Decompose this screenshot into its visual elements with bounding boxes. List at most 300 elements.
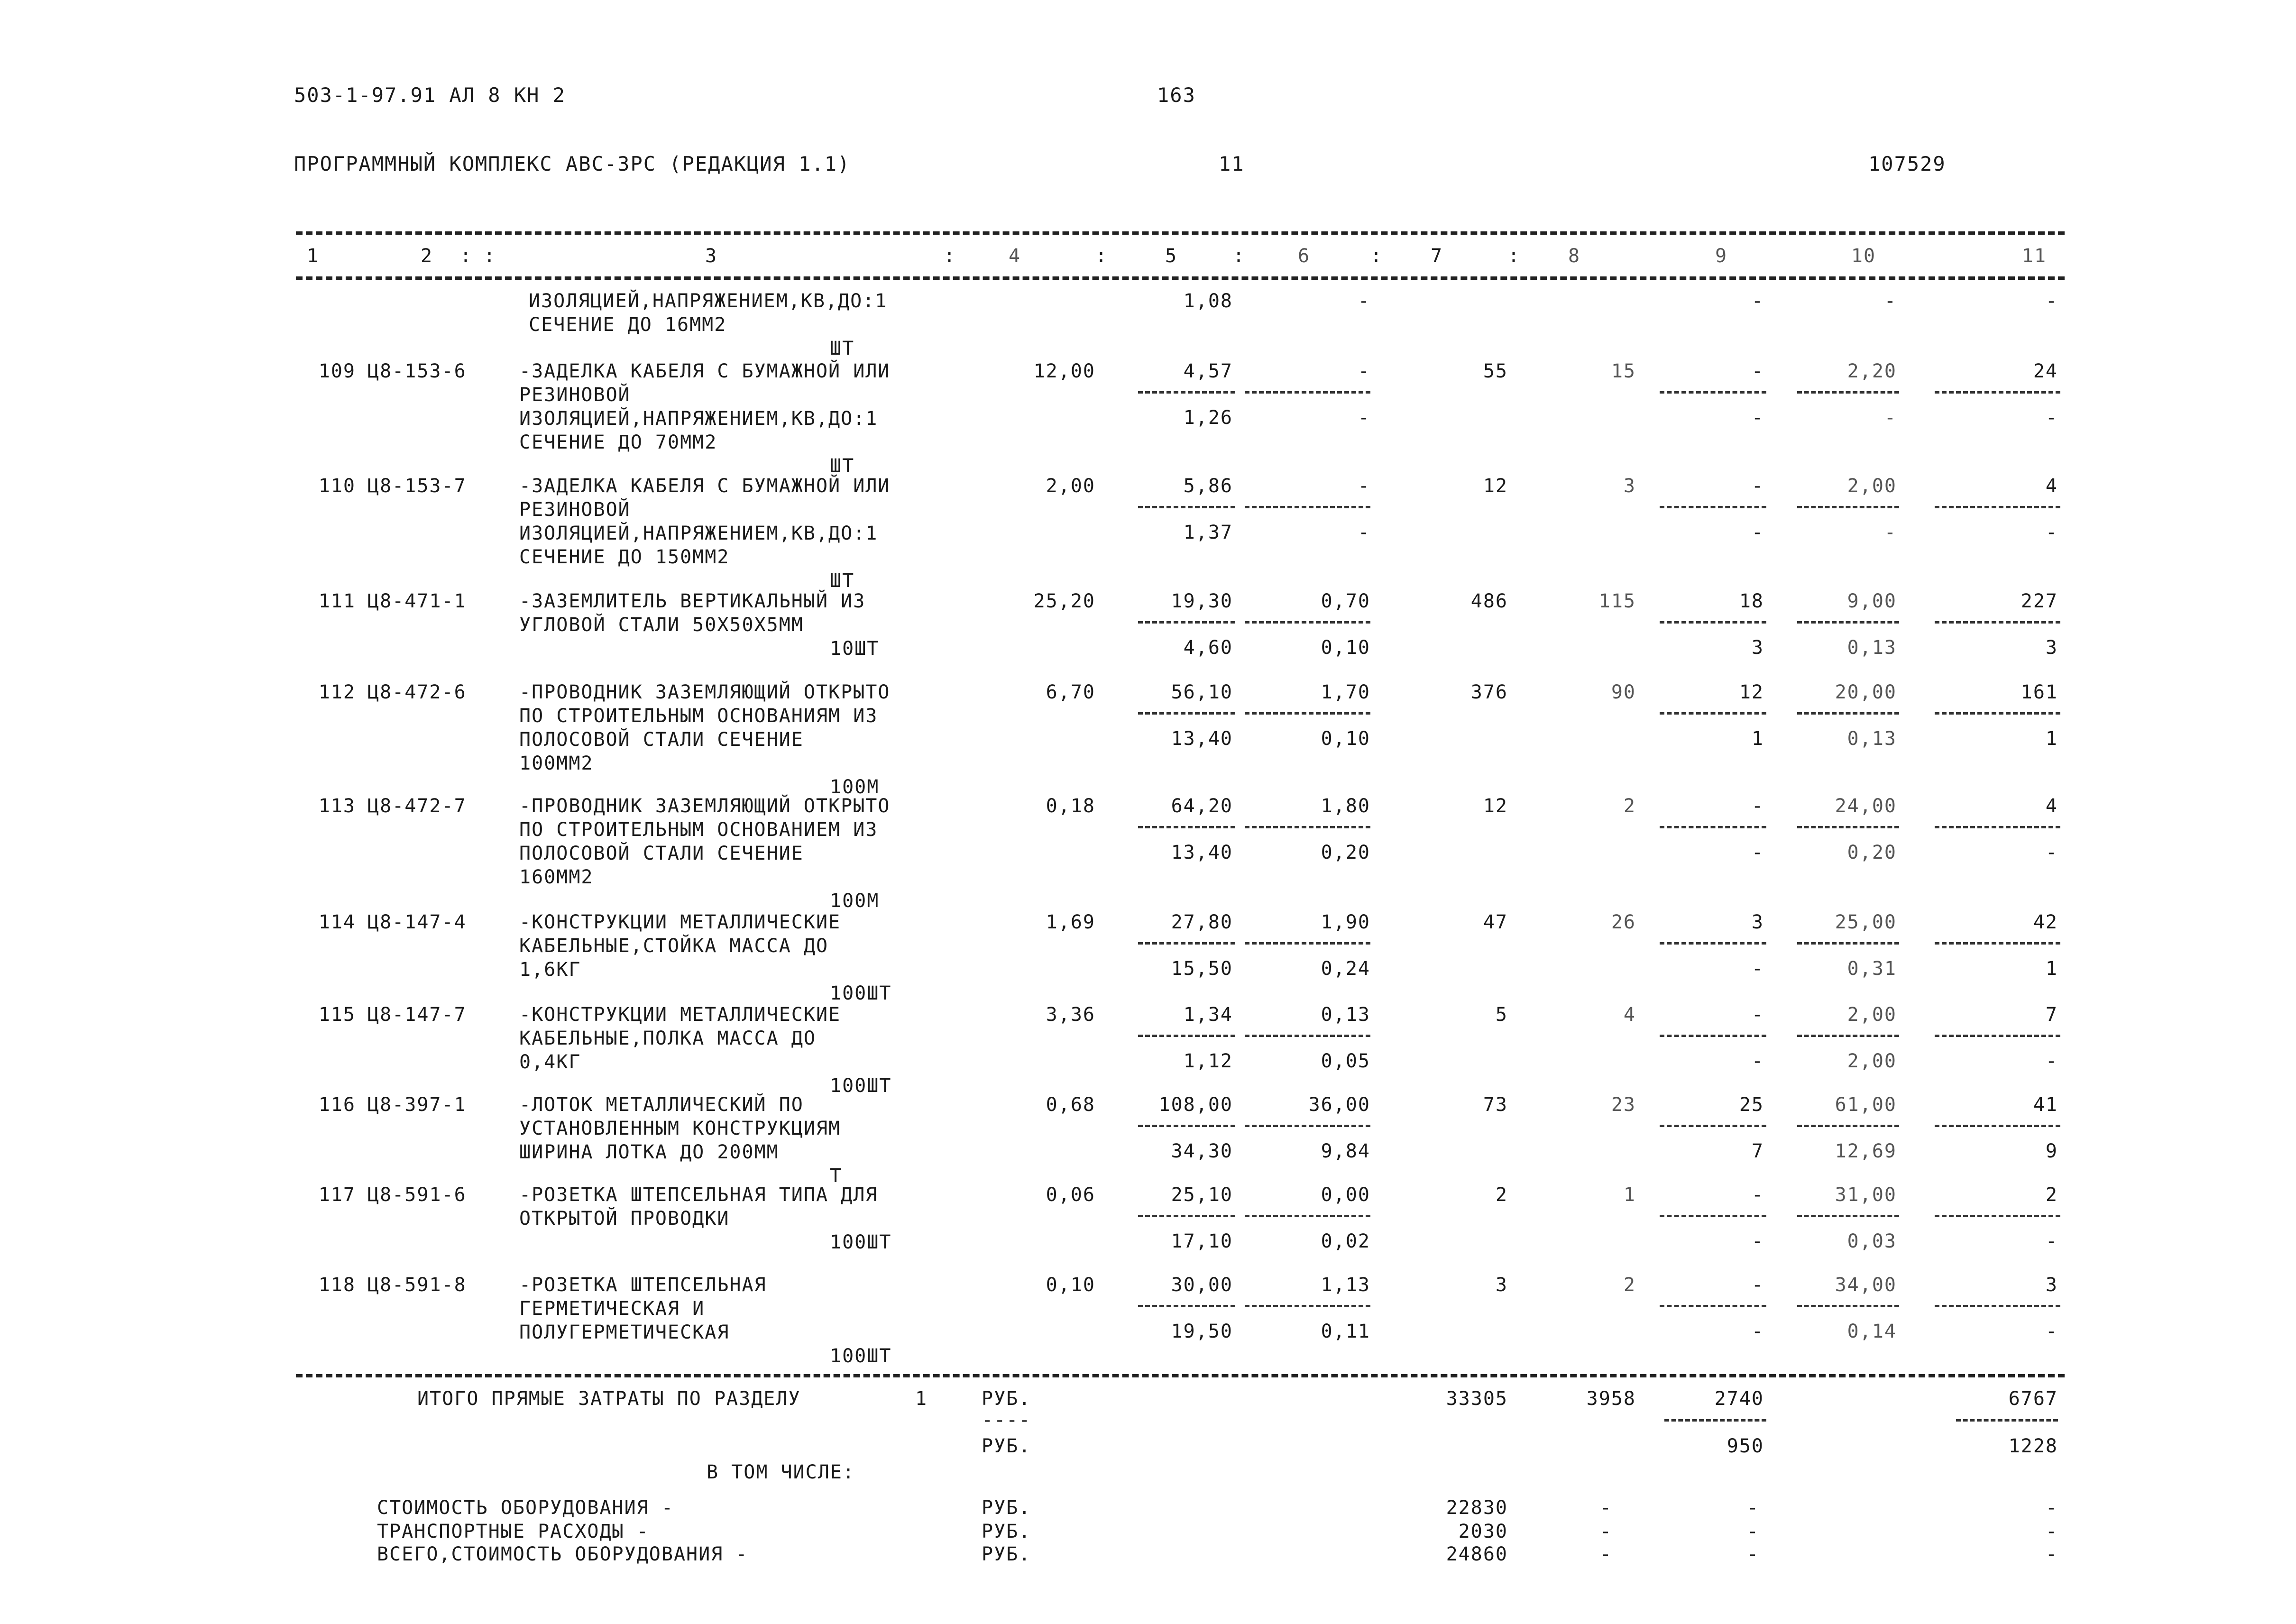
cost-value: 0,13 [1847,637,1897,659]
value-separator [1138,621,1235,624]
summary-value: - [1746,1497,1759,1519]
summary-label: ВСЕГО,СТОИМОСТЬ ОБОРУДОВАНИЯ - [377,1543,748,1565]
cost-value: 19,50 [1171,1321,1233,1342]
cost-value: 5 [1495,1004,1508,1026]
item-code: Ц8-147-4 [367,911,467,933]
value-separator [1660,621,1766,624]
item-description-line: СЕЧЕНИЕ ДО 16ММ2 [529,314,727,336]
column-number: 2 [420,245,433,267]
header-separator: : [944,245,956,267]
cost-value: - [1751,360,1764,382]
value-separator [1245,826,1370,828]
cost-value: - [1751,1050,1764,1072]
cost-value: - [1358,290,1370,312]
cost-value: 0,00 [1321,1184,1370,1206]
item-description-line: 160ММ2 [519,866,594,888]
item-unit: 10ШТ [830,638,880,660]
item-description-line: ОТКРЫТОЙ ПРОВОДКИ [519,1208,730,1229]
item-description-line: УСТАНОВЛЕННЫМ КОНСТРУКЦИЯМ [519,1118,841,1139]
cost-value: - [1358,475,1370,497]
item-unit: ШТ [830,455,855,477]
total-unit: РУБ. [982,1435,1031,1457]
page-number: 163 [1157,83,1196,107]
cost-value: 31,00 [1835,1184,1897,1206]
cost-value: - [1751,795,1764,817]
cost-value: 2,00 [1847,475,1897,497]
cost-value: 15,50 [1171,958,1233,980]
value-separator [1245,712,1370,715]
item-description-line: -КОНСТРУКЦИИ МЕТАЛЛИЧЕСКИЕ [519,1004,841,1026]
cost-value: 1,34 [1183,1004,1233,1026]
value-separator [1797,712,1899,715]
cost-value: 1,37 [1183,522,1233,543]
header-separator: : [1508,245,1521,267]
column-number: 7 [1430,245,1443,267]
cost-value: 9,84 [1321,1140,1370,1162]
table-top-border [296,231,2065,235]
cost-value: 25 [1739,1094,1764,1116]
value-separator [1797,1305,1899,1307]
cost-value: 1 [2045,958,2058,980]
value-separator [1935,1035,2060,1037]
cost-value: 56,10 [1171,681,1233,703]
column-number: 5 [1165,245,1178,267]
value-separator [1935,1125,2060,1127]
item-description-line: ГЕРМЕТИЧЕСКАЯ И [519,1298,705,1320]
summary-value: 2030 [1458,1521,1508,1542]
column-number: 11 [2021,245,2047,267]
summary-label: ТРАНСПОРТНЫЕ РАСХОДЫ - [377,1521,649,1542]
cost-value: 3 [1623,475,1636,497]
total-unit-separator: ---- [982,1409,1031,1431]
value-separator [1660,1035,1766,1037]
summary-value: - [2045,1497,2058,1519]
item-description-line: -ЗАДЕЛКА КАБЕЛЯ С БУМАЖНОЙ ИЛИ [519,360,891,382]
cost-value: - [1751,1184,1764,1206]
cost-value: 0,14 [1847,1321,1897,1342]
cost-value: 12,00 [1033,360,1095,382]
item-description-line: УГЛОВОЙ СТАЛИ 50Х50Х5ММ [519,614,804,636]
cost-value: 0,02 [1321,1230,1370,1252]
cost-value: 0,68 [1046,1094,1095,1116]
value-separator [1797,391,1899,394]
total-value: 2740 [1714,1388,1764,1410]
cost-value: 1,12 [1183,1050,1233,1072]
total-unit: РУБ. [982,1388,1031,1410]
value-separator [1138,1305,1235,1307]
cost-value: - [2045,290,2058,312]
header-separator: : [484,245,496,267]
summary-unit: РУБ. [982,1521,1031,1542]
cost-value: - [2045,1230,2058,1252]
cost-value: - [1751,1004,1764,1026]
cost-value: 0,06 [1046,1184,1095,1206]
cost-value: 9 [2045,1140,2058,1162]
cost-value: 376 [1470,681,1508,703]
item-code: Ц8-147-7 [367,1004,467,1026]
value-separator [1935,621,2060,624]
value-separator [1660,942,1766,945]
cost-value: 26 [1611,911,1636,933]
value-separator [1660,506,1766,508]
total-value: 33305 [1446,1388,1508,1410]
value-separator [1935,1215,2060,1217]
cost-value: - [1751,522,1764,543]
item-description-line: КАБЕЛЬНЫЕ,ПОЛКА МАССА ДО [519,1028,816,1049]
item-unit: ШТ [830,338,855,359]
cost-value: - [1751,842,1764,863]
summary-value: - [1599,1521,1612,1542]
cost-value: - [1751,475,1764,497]
item-description-line: СЕЧЕНИЕ ДО 150ММ2 [519,546,730,568]
cost-value: 0,24 [1321,958,1370,980]
cost-value: 0,10 [1321,637,1370,659]
total-separator [1956,1419,2058,1422]
cost-value: - [1751,1321,1764,1342]
cost-value: 12 [1483,475,1508,497]
item-unit: 100М [830,890,880,912]
item-unit: 100ШТ [830,1075,892,1097]
cost-value: 27,80 [1171,911,1233,933]
item-code: Ц8-153-7 [367,475,467,497]
value-separator [1245,1215,1370,1217]
document-code: 503-1-97.91 АЛ 8 КН 2 [294,83,566,107]
cost-value: 25,10 [1171,1184,1233,1206]
item-code: Ц8-472-6 [367,681,467,703]
total-value: 950 [1727,1435,1764,1457]
item-description-line: -РОЗЕТКА ШТЕПСЕЛЬНАЯ ТИПА ДЛЯ [519,1184,878,1206]
cost-value: 0,20 [1321,842,1370,863]
item-number: 111 [318,590,356,612]
cost-value: 7 [2045,1004,2058,1026]
cost-value: 4 [1623,1004,1636,1026]
cost-value: 0,20 [1847,842,1897,863]
item-unit: 100ШТ [830,1345,892,1367]
item-description-line: ИЗОЛЯЦИЕЙ,НАПРЯЖЕНИЕМ,КВ,ДО:1 [529,290,888,312]
cost-value: - [1358,407,1370,429]
summary-unit: РУБ. [982,1543,1031,1565]
item-description-line: -ЛОТОК МЕТАЛЛИЧЕСКИЙ ПО [519,1094,804,1116]
cost-value: 4,60 [1183,637,1233,659]
summary-value: - [1746,1543,1759,1565]
cost-value: 25,00 [1835,911,1897,933]
cost-value: 2 [1623,1274,1636,1296]
summary-value: - [1599,1497,1612,1519]
cost-value: 18 [1739,590,1764,612]
item-code: Ц8-471-1 [367,590,467,612]
item-description-line: 0,4КГ [519,1051,581,1073]
cost-value: 2 [1495,1184,1508,1206]
cost-value: - [2045,1050,2058,1072]
cost-value: 9,00 [1847,590,1897,612]
sheet-number: 11 [1219,152,1245,175]
value-separator [1935,826,2060,828]
cost-value: 64,20 [1171,795,1233,817]
cost-value: 1 [2045,728,2058,750]
value-separator [1138,391,1235,394]
cost-value: - [1884,290,1897,312]
cost-value: 115 [1598,590,1636,612]
cost-value: 161 [2020,681,2058,703]
cost-value: - [1751,958,1764,980]
cost-value: 47 [1483,911,1508,933]
value-separator [1797,621,1899,624]
value-separator [1245,506,1370,508]
item-unit: 100ШТ [830,982,892,1004]
summary-value: 24860 [1446,1543,1508,1565]
item-description-line: ПОЛОСОВОЙ СТАЛИ СЕЧЕНИЕ [519,843,804,864]
cost-value: 3,36 [1046,1004,1095,1026]
cost-value: 0,13 [1321,1004,1370,1026]
item-number: 116 [318,1094,356,1116]
cost-value: - [1751,290,1764,312]
column-number: 6 [1297,245,1311,267]
cost-value: 12 [1483,795,1508,817]
item-description-line: -РОЗЕТКА ШТЕПСЕЛЬНАЯ [519,1274,767,1296]
cost-value: - [1751,1274,1764,1296]
value-separator [1660,391,1766,394]
including-label: В ТОМ ЧИСЛЕ: [707,1461,855,1483]
cost-value: 3 [2045,1274,2058,1296]
cost-value: 20,00 [1835,681,1897,703]
header-separator: : [1370,245,1383,267]
total-value: 3958 [1586,1388,1636,1410]
item-description-line: 1,6КГ [519,959,581,981]
cost-value: - [1751,407,1764,429]
value-separator [1138,712,1235,715]
cost-value: 7 [1751,1140,1764,1162]
cost-value: 25,20 [1033,590,1095,612]
summary-value: - [1746,1521,1759,1542]
cost-value: 2,00 [1046,475,1095,497]
column-number: 10 [1851,245,1876,267]
cost-value: 55 [1483,360,1508,382]
total-section: 1 [915,1388,928,1410]
value-separator [1245,942,1370,945]
item-number: 112 [318,681,356,703]
item-number: 115 [318,1004,356,1026]
value-separator [1660,1215,1766,1217]
cost-value: 34,30 [1171,1140,1233,1162]
item-description-line: СЕЧЕНИЕ ДО 70ММ2 [519,431,717,453]
cost-value: 61,00 [1835,1094,1897,1116]
summary-value: - [2045,1543,2058,1565]
value-separator [1245,621,1370,624]
cost-value: 41 [2033,1094,2058,1116]
item-code: Ц8-153-6 [367,360,467,382]
value-separator [1797,506,1899,508]
total-label: ИТОГО ПРЯМЫЕ ЗАТРАТЫ ПО РАЗДЕЛУ [417,1388,801,1410]
item-code: Ц8-591-6 [367,1184,467,1206]
item-description-line: КАБЕЛЬНЫЕ,СТОЙКА МАССА ДО [519,935,829,957]
cost-value: 13,40 [1171,842,1233,863]
cost-value: - [1751,1230,1764,1252]
cost-value: 30,00 [1171,1274,1233,1296]
cost-value: 2,00 [1847,1004,1897,1026]
value-separator [1660,712,1766,715]
cost-value: 12 [1739,681,1764,703]
value-separator [1660,826,1766,828]
cost-value: 1,69 [1046,911,1095,933]
summary-value: 22830 [1446,1497,1508,1519]
cost-value: 1,80 [1321,795,1370,817]
header-separator: : [460,245,473,267]
value-separator [1935,391,2060,394]
cost-value: 3 [2045,637,2058,659]
cost-value: 0,10 [1046,1274,1095,1296]
cost-value: 19,30 [1171,590,1233,612]
item-number: 110 [318,475,356,497]
table-bottom-border [296,1374,2065,1377]
cost-value: 5,86 [1183,475,1233,497]
header-separator: : [1095,245,1108,267]
item-code: Ц8-591-8 [367,1274,467,1296]
item-description-line: ПО СТРОИТЕЛЬНЫМ ОСНОВАНИЕМ ИЗ [519,819,878,841]
cost-value: 6,70 [1046,681,1095,703]
value-separator [1245,1035,1370,1037]
cost-value: 90 [1611,681,1636,703]
cost-value: - [1884,407,1897,429]
cost-value: 2 [1623,795,1636,817]
item-number: 114 [318,911,356,933]
cost-value: 1,08 [1183,290,1233,312]
total-separator [1664,1419,1766,1422]
cost-value: 15 [1611,360,1636,382]
value-separator [1660,1125,1766,1127]
value-separator [1935,712,2060,715]
header-separator: : [1233,245,1246,267]
cost-value: 0,31 [1847,958,1897,980]
cost-value: 2,00 [1847,1050,1897,1072]
summary-value: - [1599,1543,1612,1565]
cost-value: 34,00 [1835,1274,1897,1296]
cost-value: 17,10 [1171,1230,1233,1252]
column-number: 1 [306,245,320,267]
item-code: Ц8-397-1 [367,1094,467,1116]
cost-value: 0,18 [1046,795,1095,817]
cost-value: - [1358,522,1370,543]
value-separator [1935,506,2060,508]
cost-value: 3 [1751,637,1764,659]
item-description-line: ИЗОЛЯЦИЕЙ,НАПРЯЖЕНИЕМ,КВ,ДО:1 [519,408,878,430]
total-value: 6767 [2008,1388,2058,1410]
value-separator [1138,942,1235,945]
item-description-line: ПО СТРОИТЕЛЬНЫМ ОСНОВАНИЯМ ИЗ [519,705,878,727]
value-separator [1797,1125,1899,1127]
item-description-line: -ЗАЗЕМЛИТЕЛЬ ВЕРТИКАЛЬНЫЙ ИЗ [519,590,866,612]
item-description-line: ПОЛОСОВОЙ СТАЛИ СЕЧЕНИЕ [519,729,804,751]
item-description-line: ИЗОЛЯЦИЕЙ,НАПРЯЖЕНИЕМ,КВ,ДО:1 [519,523,878,544]
cost-value: 0,13 [1847,728,1897,750]
cost-value: - [1884,522,1897,543]
value-separator [1797,1215,1899,1217]
value-separator [1245,1305,1370,1307]
summary-label: СТОИМОСТЬ ОБОРУДОВАНИЯ - [377,1497,674,1519]
item-description-line: -ПРОВОДНИК ЗАЗЕМЛЯЮЩИЙ ОТКРЫТО [519,681,891,703]
value-separator [1138,1125,1235,1127]
cost-value: 73 [1483,1094,1508,1116]
column-number: 8 [1568,245,1581,267]
cost-value: 0,03 [1847,1230,1897,1252]
cost-value: 0,10 [1321,728,1370,750]
value-separator [1138,1035,1235,1037]
cost-value: 4 [2045,795,2058,817]
value-separator [1935,942,2060,945]
cost-value: 1,13 [1321,1274,1370,1296]
value-separator [1935,1305,2060,1307]
value-separator [1138,1215,1235,1217]
item-unit: 100ШТ [830,1231,892,1253]
item-description-line: РЕЗИНОВОЙ [519,499,631,521]
cost-value: 12,69 [1835,1140,1897,1162]
summary-unit: РУБ. [982,1497,1031,1519]
item-description-line: -КОНСТРУКЦИИ МЕТАЛЛИЧЕСКИЕ [519,911,841,933]
cost-value: - [2045,842,2058,863]
value-separator [1660,1305,1766,1307]
column-number: 4 [1008,245,1021,267]
value-separator [1245,1125,1370,1127]
cost-value: 0,70 [1321,590,1370,612]
value-separator [1797,1035,1899,1037]
item-number: 118 [318,1274,356,1296]
program-title: ПРОГРАММНЫЙ КОМПЛЕКС АВС-3РС (РЕДАКЦИЯ 1.1) [294,152,851,175]
cost-value: 4,57 [1183,360,1233,382]
cost-value: 2,20 [1847,360,1897,382]
cost-value: 1 [1623,1184,1636,1206]
item-unit: ШТ [830,570,855,592]
item-unit: 100М [830,776,880,798]
cost-value: 3 [1751,911,1764,933]
cost-value: 13,40 [1171,728,1233,750]
item-description-line: -ПРОВОДНИК ЗАЗЕМЛЯЮЩИЙ ОТКРЫТО [519,795,891,817]
cost-value: 23 [1611,1094,1636,1116]
item-number: 109 [318,360,356,382]
total-value: 1228 [2008,1435,2058,1457]
cost-value: 36,00 [1308,1094,1370,1116]
cost-value: 24 [2033,360,2058,382]
value-separator [1797,826,1899,828]
value-separator [1138,826,1235,828]
item-description-line: -ЗАДЕЛКА КАБЕЛЯ С БУМАЖНОЙ ИЛИ [519,475,891,497]
cost-value: 227 [2020,590,2058,612]
cost-value: 1 [1751,728,1764,750]
table-header-border [296,276,2065,280]
item-unit: Т [830,1165,843,1187]
cost-value: 4 [2045,475,2058,497]
column-number: 3 [705,245,718,267]
cost-value: 1,26 [1183,407,1233,429]
value-separator [1797,942,1899,945]
cost-value: - [2045,1321,2058,1342]
cost-value: 2 [2045,1184,2058,1206]
column-number: 9 [1715,245,1728,267]
item-code: Ц8-472-7 [367,795,467,817]
cost-value: 0,11 [1321,1321,1370,1342]
cost-value: 0,05 [1321,1050,1370,1072]
summary-value: - [2045,1521,2058,1542]
item-number: 117 [318,1184,356,1206]
cost-value: - [1358,360,1370,382]
item-description-line: ШИРИНА ЛОТКА ДО 200ММ [519,1141,779,1163]
document-id: 107529 [1868,152,1946,175]
cost-value: 1,70 [1321,681,1370,703]
cost-value: 3 [1495,1274,1508,1296]
value-separator [1245,391,1370,394]
value-separator [1138,506,1235,508]
cost-value: 486 [1470,590,1508,612]
cost-value: 1,90 [1321,911,1370,933]
cost-value: - [2045,522,2058,543]
